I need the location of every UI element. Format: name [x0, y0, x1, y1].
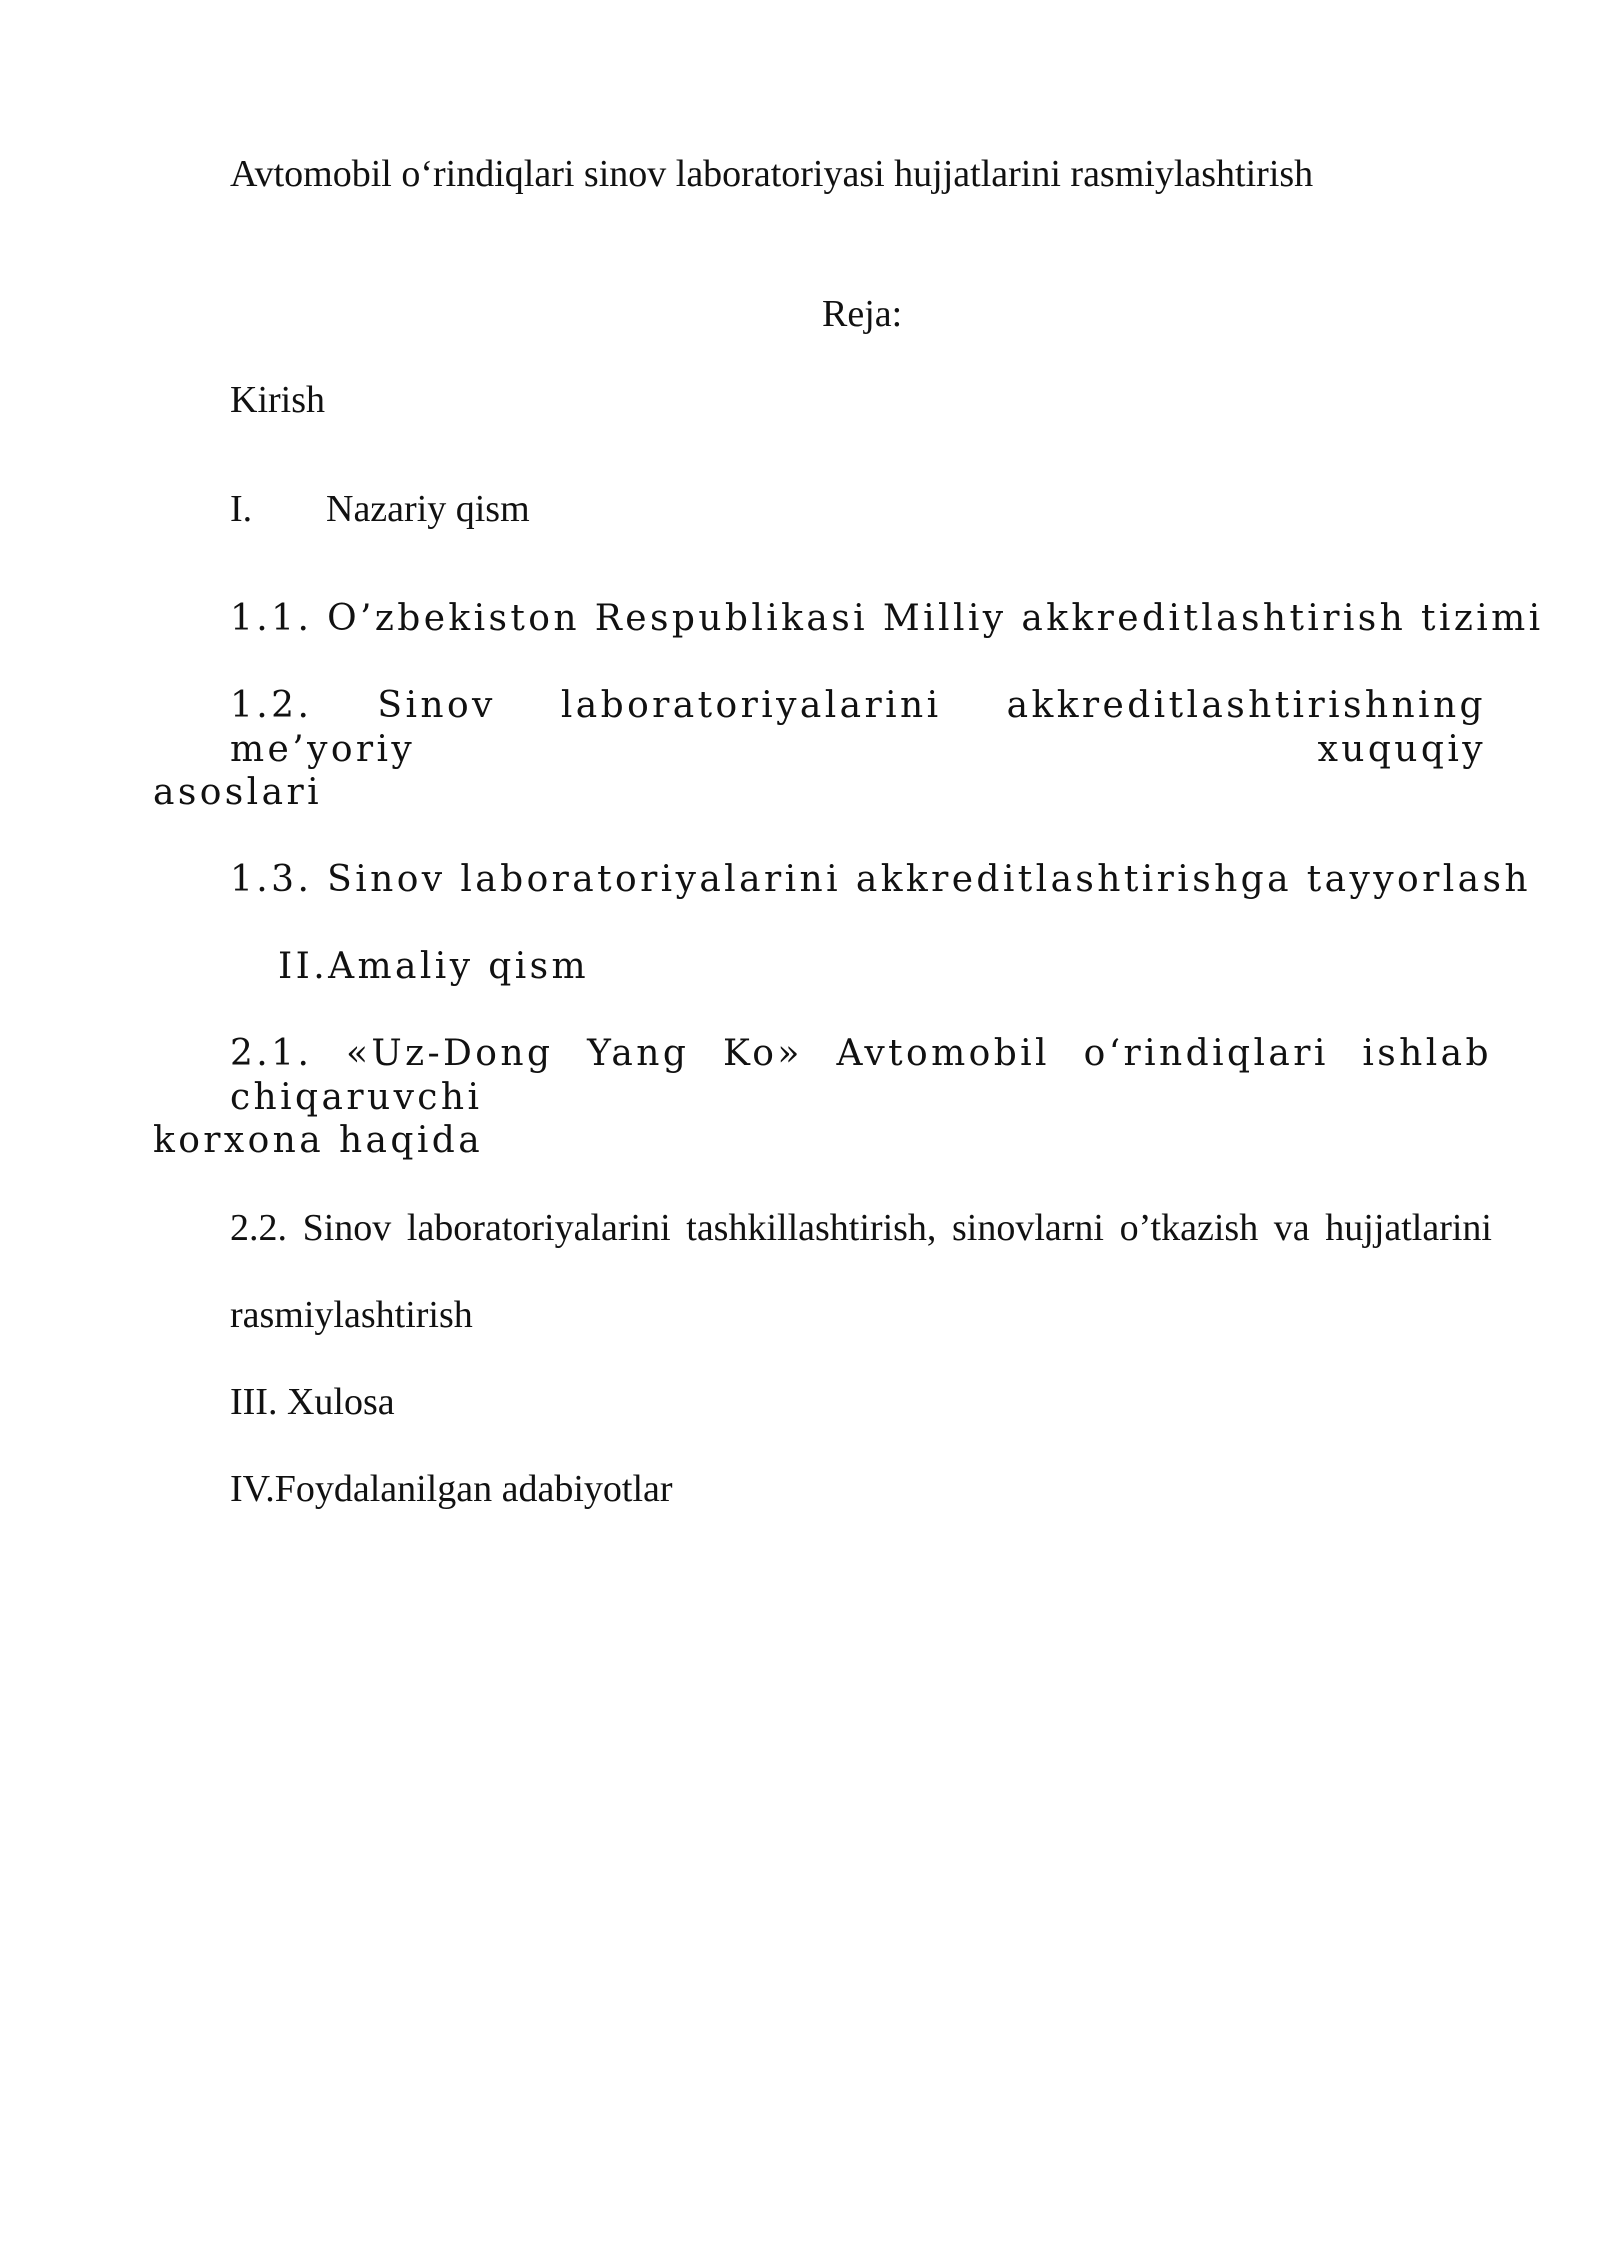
item-1-2-line-2: asoslari — [153, 772, 322, 813]
item-2-1-line-2: korxona haqida — [153, 1120, 484, 1161]
item-2-2-line-2: rasmiylashtirish — [230, 1294, 473, 1336]
section-1-number: I. — [230, 488, 253, 530]
section-4-heading: IV.Foydalanilgan adabiyotlar — [230, 1468, 673, 1510]
item-2-2-line-1: 2.2. Sinov laboratoriyalarini tashkillashtirish, sinovlarni o’tkazish va hujjatlarini — [230, 1207, 1492, 1249]
section-2-heading: II.Amaliy qism — [278, 946, 590, 987]
item-1-1: 1.1. O’zbekiston Respublikasi Milliy akkreditlashtirish tizimi — [230, 598, 1544, 639]
document-title: Avtomobil o‘rindiqlari sinov laboratoriyasi hujjatlarini rasmiylashtirish — [230, 153, 1314, 195]
item-1-2-line-1: 1.2. Sinov laboratoriyalarini akkreditlashtirishning me’yoriy xuquqiy — [230, 685, 1486, 770]
plan-heading: Reja: — [822, 293, 903, 335]
intro-item: Kirish — [230, 379, 325, 421]
item-1-3: 1.3. Sinov laboratoriyalarini akkreditlashtirishga tayyorlash — [230, 859, 1531, 900]
section-3-heading: III. Xulosa — [230, 1381, 395, 1423]
section-1-label: Nazariy qism — [326, 488, 530, 530]
section-1-heading — [230, 487, 530, 531]
item-2-1-line-1: 2.1. «Uz-Dong Yang Ko» Avtomobil o‘rindiqlari ishlab chiqaruvchi — [230, 1033, 1492, 1118]
